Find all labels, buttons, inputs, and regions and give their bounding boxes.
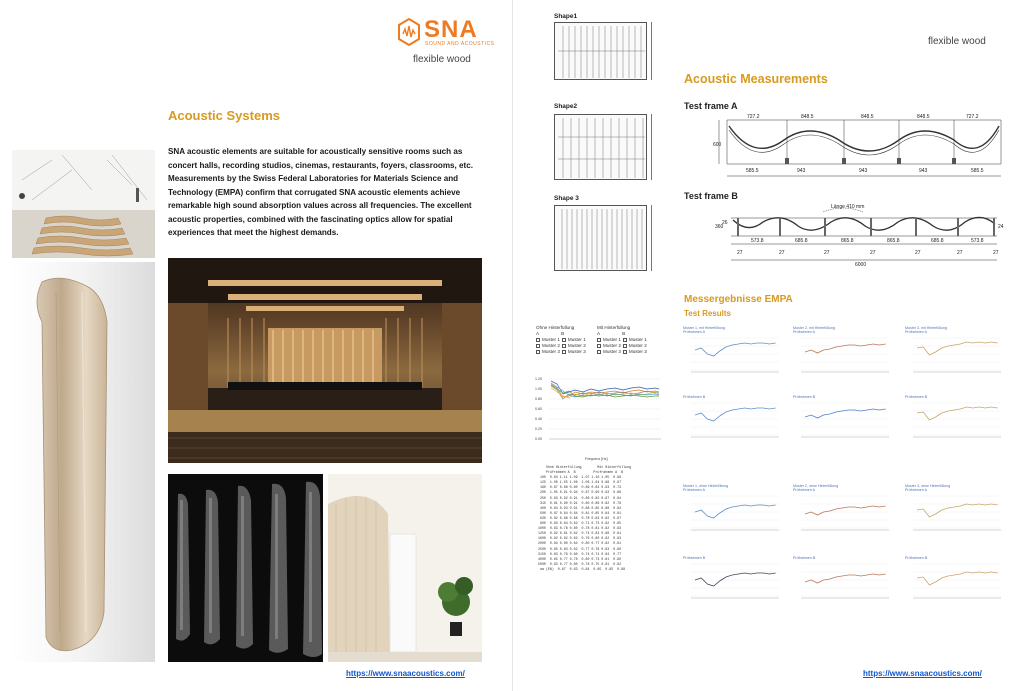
shape-3-label: Shape 3	[554, 195, 579, 202]
frame-b-label: Test frame B	[684, 191, 738, 201]
frame-b-dim-5: 685.8	[931, 238, 944, 244]
legend-item: Muster 2	[567, 343, 586, 349]
result-mini-chart	[905, 326, 1005, 386]
frame-b-dim-4: 865.8	[887, 238, 900, 244]
mini-chart-subtitle: Prüfrahmen B	[683, 556, 706, 560]
room-photo	[12, 150, 155, 258]
mini-chart-subtitle: Prüfrahmen B	[793, 395, 816, 399]
mini-chart-series-line	[917, 407, 998, 420]
empa-title: Messergebnisse EMPA	[684, 294, 793, 305]
mini-chart-plot	[905, 334, 1003, 382]
legend-item: Muster 2	[628, 343, 647, 349]
shape-3-dimension	[651, 205, 659, 271]
mini-chart-plot	[683, 399, 781, 447]
mini-chart-subtitle: Prüfrahmen B	[905, 556, 928, 560]
mini-chart-title: Muster 3, mit Hinterfüllung	[905, 326, 947, 330]
frame-a-bdim-1: 585.5	[746, 168, 759, 174]
shape-1-drawing	[554, 22, 647, 80]
mini-chart-series-line	[695, 573, 776, 586]
frame-a-bdim-3: 943	[859, 168, 868, 174]
legend-item: Muster 2	[603, 343, 621, 349]
frame-b-post-5: 27	[915, 250, 921, 256]
logo-tagline: SOUND AND ACOUSTICS	[425, 41, 495, 47]
mini-chart-series-line	[805, 506, 886, 515]
checkbox[interactable]	[562, 344, 566, 348]
frame-a-dim-5: 727.2	[966, 114, 979, 120]
measurements-title: Acoustic Measurements	[684, 72, 828, 86]
mini-chart-subtitle: Prüfrahmen A	[905, 488, 927, 492]
curved-wall-photo	[328, 474, 482, 662]
x-axis-label: Frequenz [Hz]	[585, 457, 608, 461]
frame-b-post-2: 27	[779, 250, 785, 256]
shape-1-label: Shape1	[554, 13, 578, 20]
y-tick: 0.40	[535, 417, 542, 421]
result-mini-chart	[683, 484, 783, 544]
legend-item: Muster 3	[603, 349, 621, 355]
y-tick: 0.20	[535, 427, 542, 431]
result-mini-chart	[793, 326, 893, 386]
mini-chart-subtitle: Prüfrahmen A	[905, 330, 927, 334]
shape-2-label: Shape2	[554, 103, 578, 110]
legend-item: Muster 3	[628, 349, 647, 355]
frame-a-bdim-4: 943	[919, 168, 928, 174]
checkbox[interactable]	[597, 350, 601, 354]
legend-item: Muster 1	[603, 337, 621, 343]
y-tick: 0.00	[535, 437, 542, 441]
right-page	[512, 0, 1024, 691]
website-link[interactable]: https://www.snaacoustics.com/	[863, 669, 982, 678]
mini-chart-plot	[793, 492, 891, 540]
frame-a-dim-1: 727.2	[747, 114, 760, 120]
result-mini-chart	[905, 395, 1005, 455]
section-title: Acoustic Systems	[168, 108, 280, 123]
result-mini-chart	[793, 484, 893, 544]
frame-b-post-3: 27	[824, 250, 830, 256]
frame-a-bdim-2: 943	[797, 168, 806, 174]
mini-chart-title: Muster 1, mit Hinterfüllung	[683, 326, 725, 330]
checkbox[interactable]	[623, 350, 627, 354]
legend-without-title: Ohne Hinterfüllung	[536, 325, 575, 330]
frame-a-dim-2: 848.5	[801, 114, 814, 120]
legend-without-group-a: A	[536, 331, 540, 336]
mini-chart-plot	[793, 399, 891, 447]
legend-with	[597, 325, 647, 356]
mini-chart-series-line	[695, 505, 776, 518]
mini-chart-series-line	[917, 504, 998, 517]
result-mini-chart	[683, 326, 783, 386]
result-mini-chart	[683, 395, 783, 455]
result-mini-chart	[793, 395, 893, 455]
mini-chart-series-line	[917, 342, 998, 355]
frame-b-dim-6: 573.8	[971, 238, 984, 244]
legend-without	[536, 325, 586, 356]
mini-chart-plot	[683, 560, 781, 608]
frame-b-dim-1: 573.8	[751, 238, 764, 244]
shape-1-dimension	[651, 22, 659, 80]
checkbox[interactable]	[597, 344, 601, 348]
frame-b-side-dim-1: 360	[715, 224, 724, 230]
frame-b-post-7: 27	[993, 250, 999, 256]
mini-chart-title: Muster 2, mit Hinterfüllung	[793, 326, 835, 330]
intro-text: SNA acoustic elements are suitable for acoustically sensitive rooms such as concert halls, recording studios, cinemas, restaurants, foyers, classrooms, etc. Measurements by the Swiss Federal Laboratories for Materials Science and Technology (EMPA) confirm that corrugated SNA acoustic elements achieve remarkable high sound absorption values across all frequencies. The excellent acoustic properties, combined with the fascinating optics allow for spatial experiences that meet the highest demands.	[168, 147, 473, 237]
legend-without-group-b: B	[561, 331, 565, 336]
result-mini-chart	[683, 556, 783, 616]
mini-chart-series-line	[917, 572, 998, 585]
checkbox[interactable]	[562, 338, 566, 342]
frame-b-post-1: 27	[737, 250, 743, 256]
checkbox[interactable]	[623, 344, 627, 348]
mini-chart-subtitle: Prüfrahmen B	[683, 395, 706, 399]
mini-chart-plot	[905, 399, 1003, 447]
checkbox[interactable]	[562, 350, 566, 354]
legend-with-title: Mit Hinterfüllung	[597, 325, 631, 330]
frame-b-drawing	[713, 198, 1007, 270]
logo-wordmark: SNA	[424, 16, 478, 43]
checkbox[interactable]	[597, 338, 601, 342]
legend-item: Muster 3	[567, 349, 586, 355]
frame-a-side-dim: 600	[713, 142, 722, 148]
frame-a-label: Test frame A	[684, 101, 738, 111]
mini-chart-plot	[793, 560, 891, 608]
result-mini-chart	[793, 556, 893, 616]
mini-chart-series-line	[805, 574, 886, 583]
frame-a-drawing	[709, 110, 1007, 178]
frame-a-dim-4: 848.5	[917, 114, 930, 120]
wave-wall-photo	[168, 474, 323, 662]
frame-b-dim-3: 865.8	[841, 238, 854, 244]
frame-b-total: 6000	[855, 262, 867, 268]
checkbox[interactable]	[536, 344, 540, 348]
sna-logo	[398, 18, 498, 48]
brand-subtitle: flexible wood	[413, 54, 471, 65]
absorption-chart	[533, 372, 663, 464]
page-header: flexible wood	[928, 36, 986, 47]
y-tick: 0.60	[535, 407, 542, 411]
checkbox[interactable]	[536, 350, 540, 354]
results-table: Ohne Hinterfüllung Mit Hinterfüllung Prüfrahmen A B Prüfrahmen A B 100 0.84 1.11 1.09 1.07 1.10 1.05 0.99 125 1.00 1.05 1.06 1.06 1.04 0.96 0.97 160 0.87 0.88 0.80 0.89 0.84 0.83 0.73 200 1.05 0.91 0.94 0.87 0.90 0.93 0.86 250 0.83 0.92 0.91 0.86 0.82 0.87 0.84 315 0.91 0.90 0.91 0.80 0.86 0.82 0.79 400 0.84 0.93 0.91 0.88 0.85 0.86 0.84 500 0.87 0.84 0.84 0.81 0.85 0.84 0.81 630 0.82 0.86 0.88 0.78 0.83 0.82 0.87 800 0.83 0.84 0.82 0.71 0.73 0.82 0.85 1000 0.83 0.78 0.80 0.78 0.81 0.82 0.83 1250 0.82 0.81 0.82 0.74 0.83 0.88 0.81 1600 0.82 0.82 0.82 0.76 0.80 0.82 0.83 2000 0.84 0.80 0.84 0.80 0.77 0.82 0.81 2500 0.85 0.83 0.82 0.77 0.78 0.83 0.80 3150 0.83 0.76 0.80 0.74 0.74 0.84 0.77 4000 0.85 0.77 0.78 0.80 0.73 0.81 0.80 5000 0.83 0.77 0.80 0.78 0.75 0.81 0.82 αw (EN) 0.87 0.83 0.84 0.85 0.85 0.88	[538, 465, 631, 571]
checkbox[interactable]	[623, 338, 627, 342]
legend-item: Muster 2	[542, 343, 560, 349]
mini-chart-subtitle: Prüfrahmen A	[793, 330, 815, 334]
frame-b-post-4: 27	[870, 250, 876, 256]
mini-chart-title: Muster 3, ohne Hinterfüllung	[905, 484, 951, 488]
wave-panel-photo	[12, 262, 155, 662]
mini-chart-subtitle: Prüfrahmen B	[793, 556, 816, 560]
mini-chart-title: Muster 1, ohne Hinterfüllung	[683, 484, 729, 488]
shape-2-dimension	[651, 114, 659, 180]
frame-b-side-dim-2: 26	[722, 220, 728, 226]
frame-b-note: Länge 410 mm	[831, 204, 865, 210]
legend-item: Muster 1	[628, 337, 647, 343]
checkbox[interactable]	[536, 338, 540, 342]
sna-logo-icon	[398, 18, 420, 46]
mini-chart-subtitle: Prüfrahmen B	[905, 395, 928, 399]
mini-chart-plot	[793, 334, 891, 382]
shape-2-drawing	[554, 114, 647, 180]
frame-a-bdim-5: 585.5	[971, 168, 984, 174]
legend-with-group-a: A	[597, 331, 601, 336]
mini-chart-plot	[683, 492, 781, 540]
frame-a-dim-3: 848.5	[861, 114, 874, 120]
mini-chart-series-line	[805, 344, 886, 353]
mini-chart-subtitle: Prüfrahmen A	[683, 488, 705, 492]
result-mini-chart	[905, 556, 1005, 616]
mini-chart-title: Muster 2, ohne Hinterfüllung	[793, 484, 839, 488]
legend-item: Muster 3	[542, 349, 560, 355]
legend-item: Muster 1	[542, 337, 560, 343]
shape-3-drawing	[554, 205, 647, 271]
y-tick: 1.00	[535, 387, 542, 391]
y-tick: 1.20	[535, 377, 542, 381]
result-mini-chart	[905, 484, 1005, 544]
empa-subtitle: Test Results	[684, 309, 731, 318]
website-link[interactable]: https://www.snaacoustics.com/	[346, 669, 465, 678]
mini-chart-plot	[905, 560, 1003, 608]
mini-chart-subtitle: Prüfrahmen A	[793, 488, 815, 492]
frame-b-dim-2: 685.8	[795, 238, 808, 244]
mini-chart-subtitle: Prüfrahmen A	[683, 330, 705, 334]
legend-with-group-b: B	[622, 331, 626, 336]
mini-chart-plot	[683, 334, 781, 382]
legend-item: Muster 1	[567, 337, 586, 343]
mini-chart-plot	[905, 492, 1003, 540]
concert-hall-photo	[168, 258, 482, 463]
frame-b-side-dim-3: 24	[998, 224, 1004, 230]
mini-chart-series-line	[805, 409, 886, 418]
y-tick: 0.80	[535, 397, 542, 401]
frame-b-post-6: 27	[957, 250, 963, 256]
